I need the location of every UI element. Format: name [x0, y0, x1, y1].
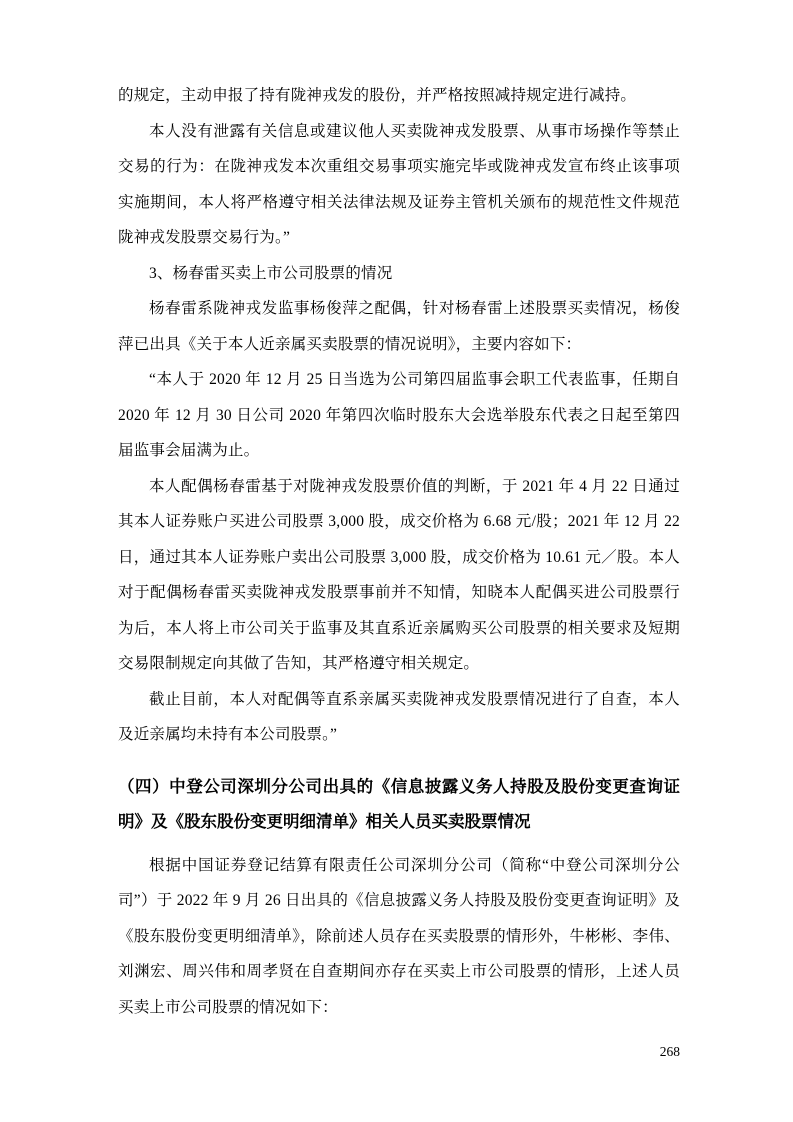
- page-number: 268: [659, 1044, 680, 1059]
- paragraph-statement-opening: “本人于 2020 年 12 月 25 日当选为公司第四届监事会职工代表监事，任期自 2020 年 12 月 30 日公司 2020 年第四次临时股东大会选举股东代表之日起至第四届监事会届满为止。: [118, 371, 680, 459]
- paragraph-self-inspection: 截止目前，本人对配偶等直系亲属买卖陇神戎发股票情况进行了自查，本人及近亲属均未持有本公司股票。”: [118, 690, 680, 743]
- paragraph-yangchunlei-relation: 杨春雷系陇神戎发监事杨俊萍之配偶，针对杨春雷上述股票买卖情况，杨俊萍已出具《关于本人近亲属买卖股票的情况说明》，主要内容如下：: [118, 300, 680, 353]
- heading-spacer: [118, 840, 680, 848]
- paragraph-continuation: 的规定，主动申报了持有陇神戎发的股份，并严格按照减持规定进行减持。: [118, 87, 637, 104]
- paragraph-cscd-certificate: 根据中国证券登记结算有限责任公司深圳分公司（简称“中登公司深圳分公司”）于 2022 年 9 月 26 日出具的《信息披露义务人持股及股份变更查询证明》及《股东股份变更明细清单》，除前述人员存在买卖股票的情形外，牛彬彬、李伟、刘渊宏、周兴伟和周孝贤在自查期间亦存在买卖上市公司股票的情形，上述人员买卖上市公司股票的情况如下：: [118, 856, 680, 1016]
- section-spacer: [118, 753, 680, 769]
- paragraph-trade-details: 本人配偶杨春雷基于对陇神戎发股票价值的判断，于 2021 年 4 月 22 日通过其本人证券账户买进公司股票 3,000 股，成交价格为 6.68 元/股；2021 年 12 月 22 日，通过其本人证券账户卖出公司股票 3,000 股，成交价格为 10.61 元／股。本人对于配偶杨春雷买卖陇神戎发股票事前并不知情，知晓本人配偶买进公司股票行为后，本人将上市公司关于监事及其直系近亲属购买公司股票的相关要求及短期交易限制规定向其做了告知，其严格遵守相关规定。: [118, 477, 680, 672]
- paragraph-list-item-3: 3、杨春雷买卖上市公司股票的情况: [149, 264, 393, 282]
- paragraph-no-disclosure: 本人没有泄露有关信息或建议他人买卖陇神戎发股票、从事市场操作等禁止交易的行为：在陇神戎发本次重组交易事项实施完毕或陇神戎发宣布终止该事项实施期间，本人将严格遵守相关法律法规及证券主管机关颁布的规范性文件规范陇神戎发股票交易行为。”: [118, 122, 680, 246]
- section-heading-four: （四）中登公司深圳分公司出具的《信息披露义务人持股及股份变更查询证明》及《股东股份变更明细清单》相关人员买卖股票情况: [118, 776, 680, 831]
- page-content: [118, 78, 680, 1025]
